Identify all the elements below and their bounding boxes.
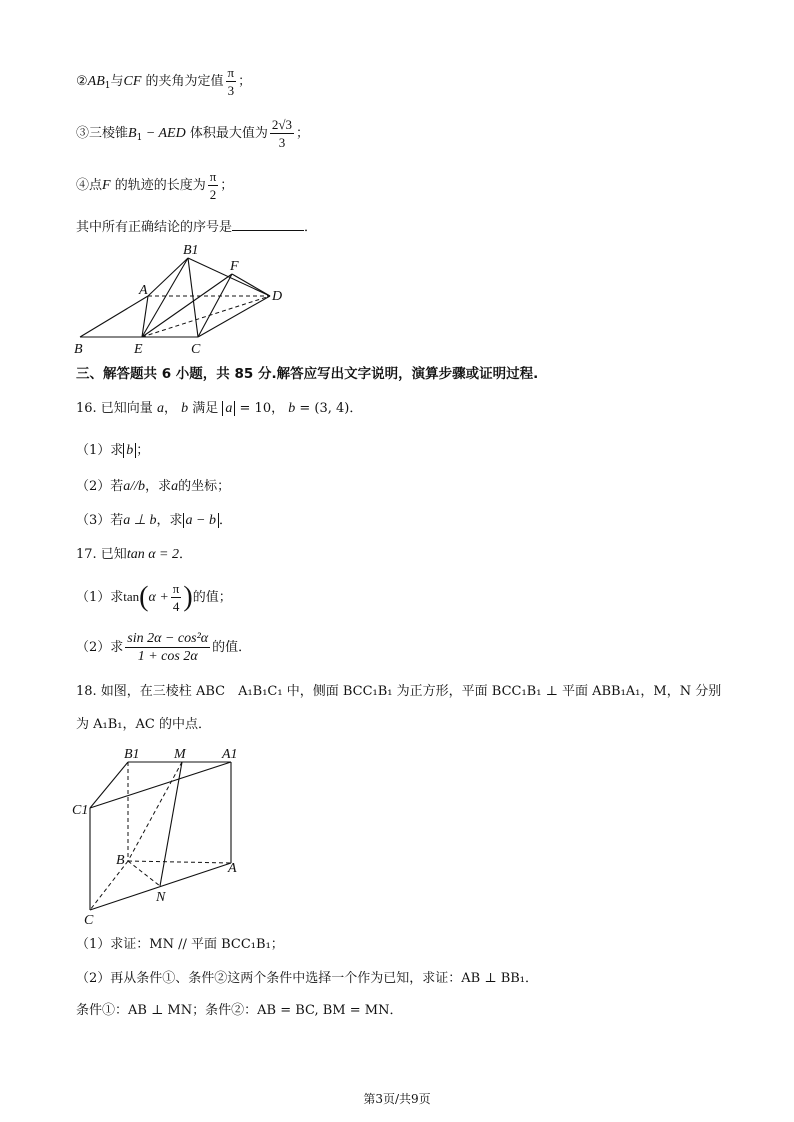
q18-conditions: 条件①：AB ⊥ MN；条件②：AB = BC, BM = MN．	[76, 1003, 403, 1018]
q18-part1: （1）求证：MN // 平面 BCC₁B₁；	[76, 937, 284, 952]
label-A: A	[228, 861, 237, 876]
q16-stem: 16. 已知向量 a， b 满足 a = 10， b = (3, 4)．	[76, 401, 363, 416]
q16-part2: （2）若a//b，求a的坐标；	[76, 479, 231, 494]
label-E: E	[134, 342, 143, 357]
fraction-pi-3: $\frac{\pi}{3}$	[227, 65, 235, 98]
label-B: B	[116, 853, 125, 868]
label-N: N	[156, 890, 166, 905]
label-C: C	[191, 342, 201, 357]
label-A1: A1	[222, 747, 238, 762]
q16-part1: （1）求 b ；	[76, 443, 150, 458]
label-C1: C1	[72, 803, 89, 818]
figure-pyramid	[70, 240, 300, 358]
label-B1: B1	[124, 747, 140, 762]
q18-line1: 18. 如图，在三棱柱 ABC A₁B₁C₁ 中，侧面 BCC₁B₁ 为正方形，平面 BCC₁B₁ ⊥ 平面 ABB₁A₁，M，N 分别	[76, 684, 722, 699]
q18-line2: 为 A₁B₁，AC 的中点．	[76, 717, 211, 732]
answer-blank[interactable]	[232, 218, 304, 231]
label-D: D	[272, 289, 283, 304]
conclusion-3: ③三棱锥$B_1$ − AED 体积最大值为 $\frac{2√3}{3}$ ；	[76, 117, 310, 150]
section-3-heading: 三、解答题共 6 小题，共 85 分.解答应写出文字说明，演算步骤或证明过程.	[76, 366, 539, 382]
conclusion-2: $②AB_1$与CF 的夹角为定值 $\frac{\pi}{3}$ ；	[76, 65, 252, 98]
figure-prism	[70, 742, 250, 927]
conclusion-question: 其中所有正确结论的序号是 ．	[76, 220, 318, 235]
fraction-2sqrt3-3: $\frac{2√3}{3}$	[271, 117, 293, 150]
label-B1: B1	[183, 243, 199, 258]
q17-part2: （2）求 $\frac{\text{sin 2α − cos²α}}{1 + \cos 2\alpha}$ 的值．	[76, 631, 252, 664]
fraction-pi-2: $\frac{\pi}{2}$	[209, 169, 217, 202]
q17-stem: 17. 已知tan α = 2．	[76, 547, 193, 562]
q18-part2: （2）再从条件①、条件②这两个条件中选择一个作为已知，求证：AB ⊥ BB₁．	[76, 971, 539, 986]
label-M: M	[174, 747, 186, 762]
label-B: B	[74, 342, 83, 357]
label-F: F	[230, 259, 239, 274]
conclusion-4: ④点F 的轨迹的长度为 $\frac{\pi}{2}$ ；	[76, 169, 234, 202]
page-footer: 第3页/共9页	[363, 1092, 431, 1106]
q16-part3: （3）若a ⊥ b，求 a − b ．	[76, 513, 232, 528]
label-C: C	[84, 913, 94, 927]
label-A: A	[139, 283, 148, 298]
q17-part1: （1）求tan(α + $\frac{\pi}{4}$ )的值；	[76, 581, 232, 614]
